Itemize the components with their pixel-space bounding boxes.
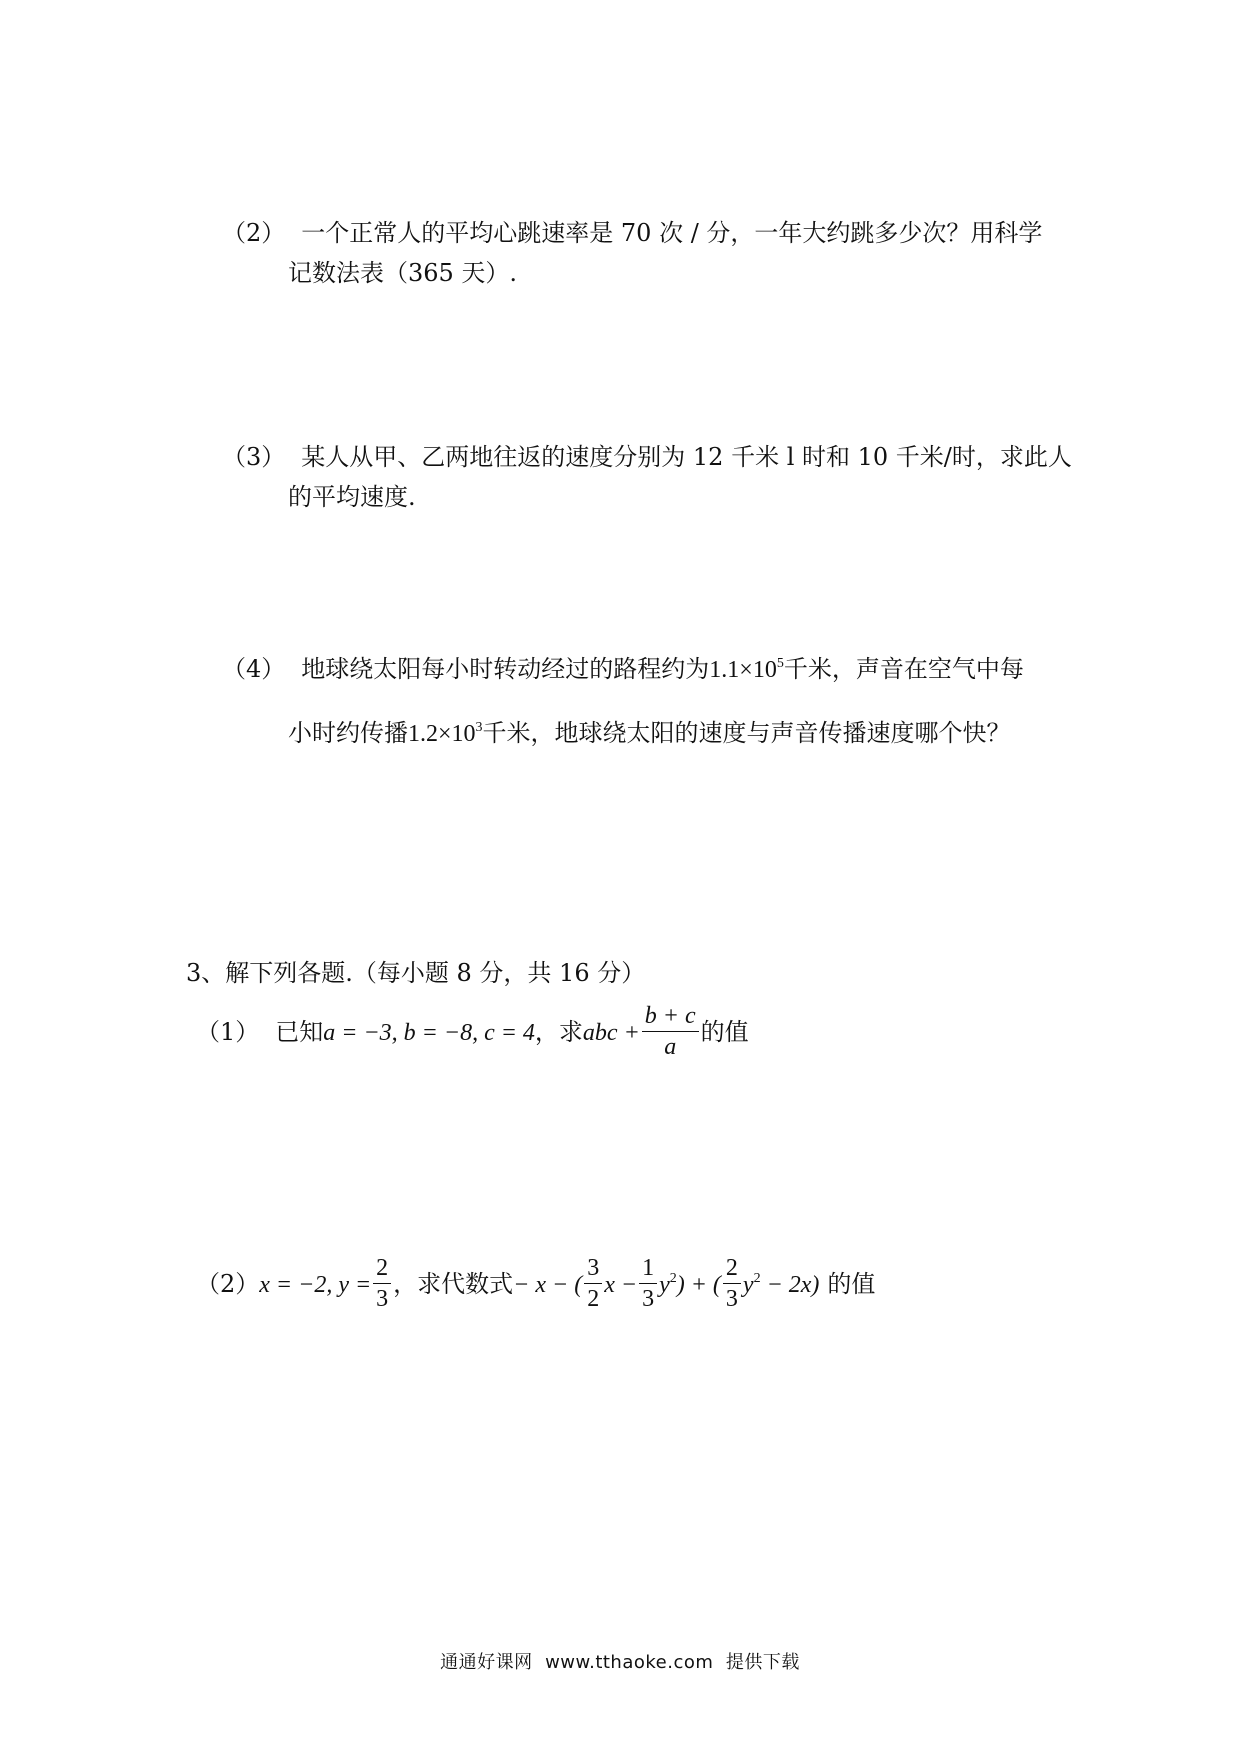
question-text: ，求 xyxy=(534,1018,583,1046)
question-3-2 xyxy=(196,1254,875,1316)
section-3-heading xyxy=(186,956,645,990)
fraction-denominator: 3 xyxy=(642,1286,655,1312)
fraction xyxy=(642,1001,699,1062)
question-text: 已知 xyxy=(275,1018,324,1046)
expression: − x − ( xyxy=(513,1272,583,1298)
fraction xyxy=(639,1253,657,1314)
page-footer xyxy=(0,1648,1240,1674)
question-text: 小时约传播 xyxy=(288,719,408,747)
given-values: x = −2, y = xyxy=(259,1272,372,1298)
fraction-denominator: a xyxy=(664,1034,677,1060)
fraction-denominator: 3 xyxy=(725,1286,738,1312)
question-number: （4） xyxy=(222,655,286,683)
expression: x − xyxy=(604,1272,638,1298)
scientific-number: 1.2×10 xyxy=(408,721,476,747)
question-text: 的值 xyxy=(700,1018,749,1046)
fraction-numerator: b + c xyxy=(642,1001,699,1032)
fraction-denominator: 3 xyxy=(376,1286,389,1312)
question-3-1 xyxy=(196,1002,749,1064)
question-number: （1） xyxy=(196,1018,260,1046)
question-3-line-2 xyxy=(288,480,416,514)
question-text: 某人从甲、乙两地往返的速度分别为 12 千米 l 时和 10 千米/时，求此人 xyxy=(301,443,1072,471)
question-2-line-2 xyxy=(288,256,517,290)
scientific-number: 1.1×10 xyxy=(709,657,777,683)
fraction-numerator: 2 xyxy=(723,1253,741,1284)
expression: y xyxy=(659,1272,670,1298)
fraction-denominator: 2 xyxy=(587,1286,600,1312)
question-2-line-1 xyxy=(222,216,1042,250)
expression: abc + xyxy=(582,1020,640,1046)
question-4-line-2 xyxy=(288,716,1011,751)
question-number: （2） xyxy=(196,1270,260,1298)
question-text: 千米，声音在空气中每 xyxy=(783,655,1024,683)
question-text: 地球绕太阳每小时转动经过的路程约为 xyxy=(301,655,710,683)
exponent: 2 xyxy=(753,1271,761,1286)
footer-text: 通通好课网 www.tthaoke.com 提供下载 xyxy=(440,1652,800,1673)
given-values: a = −3, b = −8, c = 4 xyxy=(323,1020,535,1046)
section-heading-text: 3、解下列各题.（每小题 8 分，共 16 分） xyxy=(186,959,646,987)
question-number: （3） xyxy=(222,443,286,471)
question-text: 的值 xyxy=(827,1270,876,1298)
question-text: 千米，地球绕太阳的速度与声音传播速度哪个快？ xyxy=(482,719,1011,747)
fraction-numerator: 1 xyxy=(639,1253,657,1284)
fraction xyxy=(723,1253,741,1314)
expression: y xyxy=(742,1272,754,1298)
question-text: ，求代数式 xyxy=(393,1270,514,1298)
exponent: 5 xyxy=(776,656,784,671)
expression: − 2x) xyxy=(760,1272,820,1298)
question-3-line-1 xyxy=(222,440,1072,474)
question-text: 记数法表（365 天）. xyxy=(288,259,518,287)
question-4-line-1 xyxy=(222,652,1024,687)
fraction xyxy=(584,1253,602,1314)
exponent: 3 xyxy=(475,720,483,735)
fraction-numerator: 3 xyxy=(584,1253,602,1284)
question-number: （2） xyxy=(222,219,286,247)
question-text: 一个正常人的平均心跳速率是 70 次 / 分，一年大约跳多少次？用科学 xyxy=(301,219,1043,247)
fraction xyxy=(373,1253,391,1314)
exponent: 2 xyxy=(669,1271,677,1286)
expression: ) + ( xyxy=(676,1272,721,1298)
question-text: 的平均速度. xyxy=(288,483,416,511)
fraction-numerator: 2 xyxy=(373,1253,391,1284)
